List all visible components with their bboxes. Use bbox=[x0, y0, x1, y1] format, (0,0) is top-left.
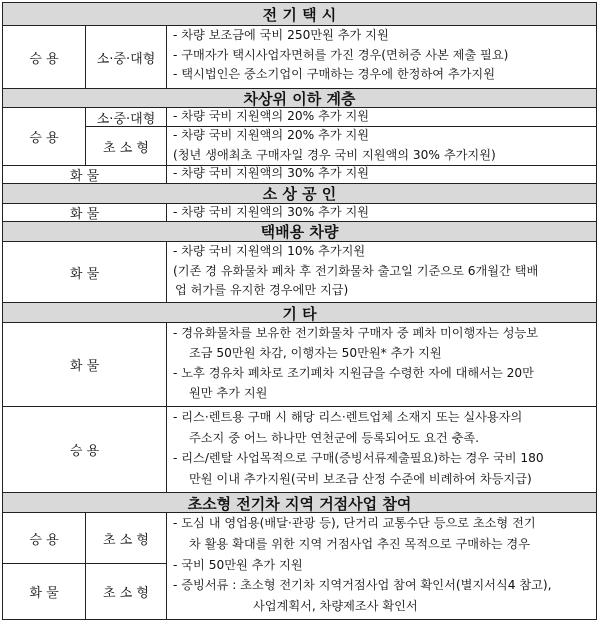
label-passenger: 승 용 bbox=[29, 51, 59, 67]
rule bbox=[2, 619, 597, 620]
rule bbox=[2, 512, 597, 513]
text-line: 차 활용 확대를 위한 지역 거점사업 추진 목적으로 구매하는 경우 bbox=[189, 536, 530, 551]
rule bbox=[86, 126, 597, 127]
text-line: - 리스·렌트용 구매 시 해당 리스·렌트업체 소재지 또는 실사용자의 bbox=[173, 410, 523, 424]
text-line: - 차량 국비 지원액의 20% 추가 지원 bbox=[173, 128, 370, 142]
label-truck: 화 물 bbox=[69, 358, 100, 374]
text-line: 업 허가를 유지한 경우에만 지급) bbox=[175, 283, 349, 298]
rule bbox=[166, 241, 167, 302]
text-line: - 차량 보조금에 국비 250만원 추가 지원 bbox=[173, 28, 389, 42]
content-etc-passenger bbox=[167, 407, 599, 492]
rule bbox=[2, 492, 597, 493]
text-line: - 증빙서류 : 초소형 전기차 지역거점사업 참여 확인서(별지서식4 참고), bbox=[173, 578, 552, 593]
rule bbox=[2, 302, 597, 303]
label-passenger: 승 용 bbox=[29, 131, 59, 146]
section-header-compact-hub: 초소형 전기차 지역 거점사업 참여 bbox=[3, 493, 596, 513]
content-low-income-small bbox=[167, 107, 599, 126]
content-low-income-truck bbox=[167, 165, 599, 183]
text-line: 원만 추가 지원 bbox=[189, 386, 268, 400]
label-passenger: 승 용 bbox=[69, 444, 100, 459]
label-ultra-compact: 초 소 형 bbox=[103, 140, 149, 156]
text-line: 만원 이내 추가지원(국비 보조금 산정 수준에 비례하여 차등지급) bbox=[189, 471, 532, 486]
text-line: 조금 50만원 차감, 이행자는 50만원* 추가 지원 bbox=[189, 346, 442, 360]
rule bbox=[166, 512, 167, 619]
text-line: - 차량 국비 지원액의 30% 추가 지원 bbox=[173, 205, 370, 219]
rule bbox=[2, 322, 597, 323]
label-truck: 화 물 bbox=[29, 585, 59, 601]
section-header-etc: 기 타 bbox=[3, 303, 596, 323]
section-header-electric-taxi: 전 기 택 시 bbox=[3, 3, 596, 25]
rule bbox=[596, 2, 597, 619]
rule bbox=[166, 203, 167, 221]
rule bbox=[2, 221, 597, 222]
rule bbox=[166, 322, 167, 492]
label-truck: 화 물 bbox=[69, 266, 100, 282]
text-line: - 노후 경유차 폐차로 조기폐차 지원금을 수령한 자에 대해서는 20만 bbox=[173, 366, 534, 380]
text-line: 주소지 중 어느 하나만 연천군에 등록되어도 요건 충족. bbox=[189, 430, 480, 445]
section-header-low-income: 차상위 이하 계층 bbox=[3, 89, 596, 108]
label-passenger: 승 용 bbox=[29, 532, 59, 548]
text-line: - 차량 국비 지원액의 20% 추가 지원 bbox=[173, 109, 370, 123]
text-line: (기존 경 유화물차 폐차 후 전기화물차 출고일 기준으로 6개월간 택배 bbox=[173, 263, 539, 278]
content-compact-hub bbox=[167, 513, 599, 619]
rule bbox=[2, 406, 597, 407]
text-line: - 경유화물차를 보유한 전기화물차 구매자 중 폐차 미이행자는 성능보 bbox=[173, 326, 539, 340]
content-electric-taxi bbox=[167, 26, 599, 88]
rule bbox=[85, 107, 86, 165]
content-etc-truck bbox=[167, 323, 599, 406]
rule bbox=[2, 203, 597, 204]
rule bbox=[2, 107, 597, 108]
rule bbox=[2, 88, 597, 89]
rule bbox=[166, 25, 167, 88]
rule bbox=[2, 2, 597, 3]
content-small-business bbox=[167, 203, 599, 222]
label-small-mid-large: 소·중·대형 bbox=[96, 51, 156, 67]
section-header-small-business: 소 상 공 인 bbox=[3, 184, 596, 203]
label-small-mid-large: 소·중·대형 bbox=[96, 111, 156, 127]
text-line: - 도심 내 영업용(배달·관광 등), 단거리 교통수단 등으로 초소형 전기 bbox=[173, 516, 536, 530]
text-line: - 리스/렌탈 사업목적으로 구매(증빙서류제출필요)하는 경우 국비 180 bbox=[173, 451, 544, 465]
rule bbox=[166, 107, 167, 183]
label-truck: 화 물 bbox=[69, 207, 100, 222]
label-truck: 화 물 bbox=[69, 169, 100, 184]
content-delivery bbox=[167, 242, 599, 302]
text-line: - 차량 국비 지원액의 10% 추가지원 bbox=[173, 244, 366, 258]
text-line: - 국비 50만원 추가 지원 bbox=[173, 557, 303, 572]
text-line: (청년 생애최초 구매자일 경우 국비 지원액의 30% 추가지원) bbox=[173, 147, 496, 162]
content-low-income-compact bbox=[167, 126, 599, 165]
rule bbox=[2, 165, 597, 166]
rule bbox=[2, 563, 166, 564]
text-line: 사업계획서, 차량제조사 확인서 bbox=[253, 599, 418, 614]
rule bbox=[2, 2, 3, 619]
rule bbox=[2, 25, 597, 26]
rule bbox=[85, 512, 86, 619]
rule bbox=[85, 25, 86, 88]
label-ultra-compact: 초 소 형 bbox=[103, 585, 149, 601]
text-line: - 차량 국비 지원액의 30% 추가 지원 bbox=[173, 166, 370, 180]
section-header-delivery: 택배용 차량 bbox=[3, 222, 596, 241]
rule bbox=[2, 183, 597, 184]
text-line: - 구매자가 택시사업자면허를 가진 경우(면허증 사본 제출 필요) bbox=[173, 47, 509, 62]
text-line: - 택시법인은 중소기업이 구매하는 경우에 한정하여 추가지원 bbox=[173, 67, 495, 82]
label-ultra-compact: 초 소 형 bbox=[103, 532, 149, 548]
rule bbox=[2, 241, 597, 242]
